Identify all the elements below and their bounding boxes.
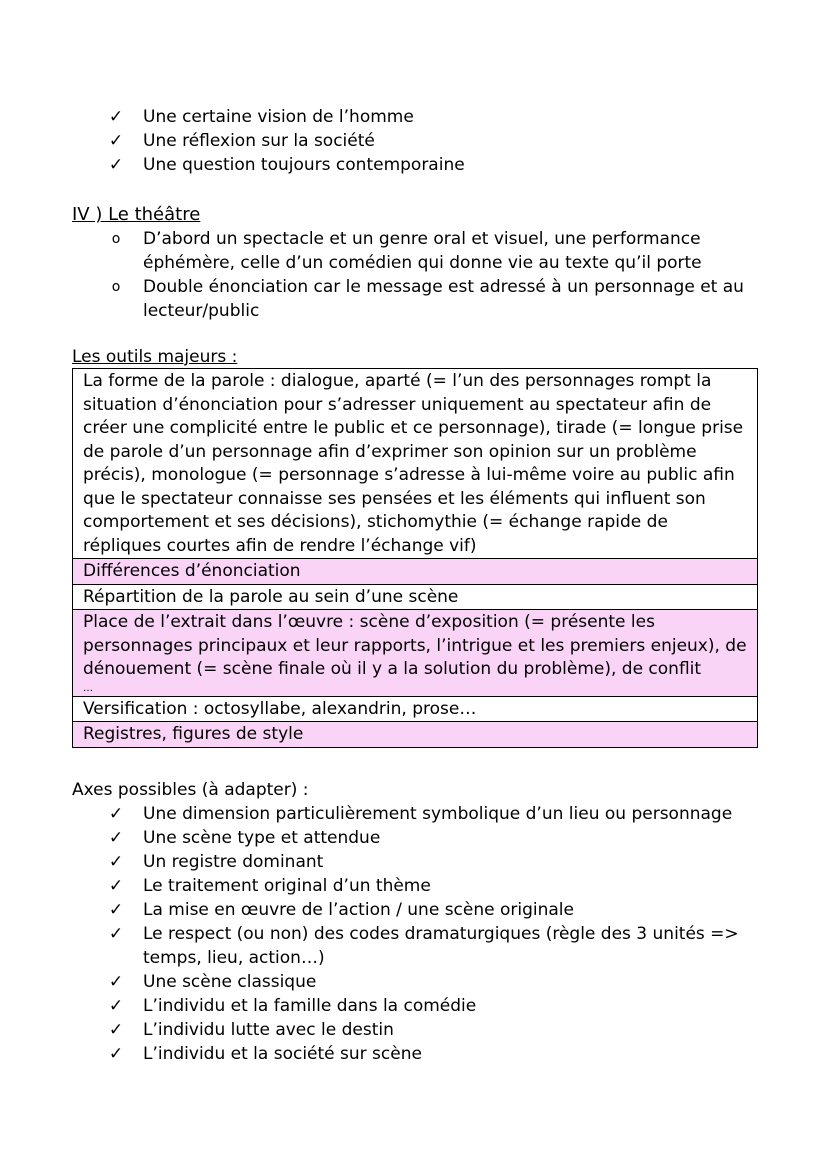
- list-item: o D’abord un spectacle et un genre oral et visuel, une performance éphémère, celle d’un comédien qui donne vie au texte qu’il porte: [0, 227, 760, 275]
- checkmark-icon: ✓: [108, 804, 124, 824]
- list-item: ✓ Le respect (ou non) des codes dramaturgiques (règle des 3 unités => temps, lieu, action…): [0, 922, 760, 970]
- list-item: ✓ Une scène type et attendue: [0, 826, 760, 850]
- axes-list: [0, 802, 760, 1066]
- circle-bullet-icon: o: [111, 279, 121, 295]
- checkmark-icon: ✓: [108, 107, 124, 127]
- intro-list: [0, 105, 465, 177]
- list-item: ✓ Une scène classique: [0, 970, 760, 994]
- checkmark-icon: ✓: [108, 852, 124, 872]
- list-item: ✓ Une question toujours contemporaine: [0, 153, 465, 177]
- checkmark-icon: ✓: [108, 1044, 124, 1064]
- tools-label: Les outils majeurs :: [72, 347, 238, 367]
- checkmark-icon: ✓: [108, 900, 124, 920]
- section-heading: IV ) Le théâtre: [72, 204, 201, 225]
- checkmark-icon: ✓: [108, 131, 124, 151]
- tools-row: Registres, figures de style: [73, 722, 757, 747]
- checkmark-icon: ✓: [108, 876, 124, 896]
- checkmark-icon: ✓: [108, 155, 124, 175]
- checkmark-icon: ✓: [108, 996, 124, 1016]
- checkmark-icon: ✓: [108, 1020, 124, 1040]
- list-item: ✓ L’individu lutte avec le destin: [0, 1018, 760, 1042]
- list-item: ✓ Une certaine vision de l’homme: [0, 105, 465, 129]
- tools-table: [72, 368, 758, 748]
- list-item: ✓ L’individu et la famille dans la comédie: [0, 994, 760, 1018]
- axes-label: Axes possibles (à adapter) :: [72, 780, 309, 800]
- ellipsis-text: …: [83, 682, 93, 694]
- tools-row: Différences d’énonciation: [73, 559, 757, 585]
- checkmark-icon: ✓: [108, 828, 124, 848]
- list-item: ✓ La mise en œuvre de l’action / une scène originale: [0, 898, 760, 922]
- tools-row: Place de l’extrait dans l’œuvre : scène d’exposition (= présente les personnages principaux et leur rapports, l’intrigue et les premiers enjeux), de dénouement (= scène finale où il y a la solution du problème), de conflit …: [73, 610, 757, 697]
- checkmark-icon: ✓: [108, 924, 124, 944]
- circle-bullet-icon: o: [111, 231, 121, 247]
- theatre-bullets: [0, 227, 760, 323]
- list-item: o Double énonciation car le message est adressé à un personnage et au lecteur/public: [0, 275, 760, 323]
- list-item: ✓ Le traitement original d’un thème: [0, 874, 760, 898]
- tools-row: La forme de la parole : dialogue, aparté (= l’un des personnages rompt la situation d’énonciation pour s’adresser uniquement au spectateur afin de créer une complicité entre le public et ce personnage), tirade (= longue prise de parole d’un personnage afin d’exprimer son opinion sur un problème précis), monologue (= personnage s’adresse à lui-même voire au public afin que le spectateur connaisse ses pensées et les éléments qui influent son comportement et ses décisions), stichomythie (= échange rapide de répliques courtes afin de rendre l’échange vif): [73, 369, 757, 559]
- tools-row: Versification : octosyllabe, alexandrin, prose…: [73, 697, 757, 723]
- checkmark-icon: ✓: [108, 972, 124, 992]
- list-item: ✓ L’individu et la société sur scène: [0, 1042, 760, 1066]
- list-item: ✓ Un registre dominant: [0, 850, 760, 874]
- list-item: ✓ Une dimension particulièrement symbolique d’un lieu ou personnage: [0, 802, 760, 826]
- list-item: ✓ Une réflexion sur la société: [0, 129, 465, 153]
- tools-row: Répartition de la parole au sein d’une scène: [73, 585, 757, 611]
